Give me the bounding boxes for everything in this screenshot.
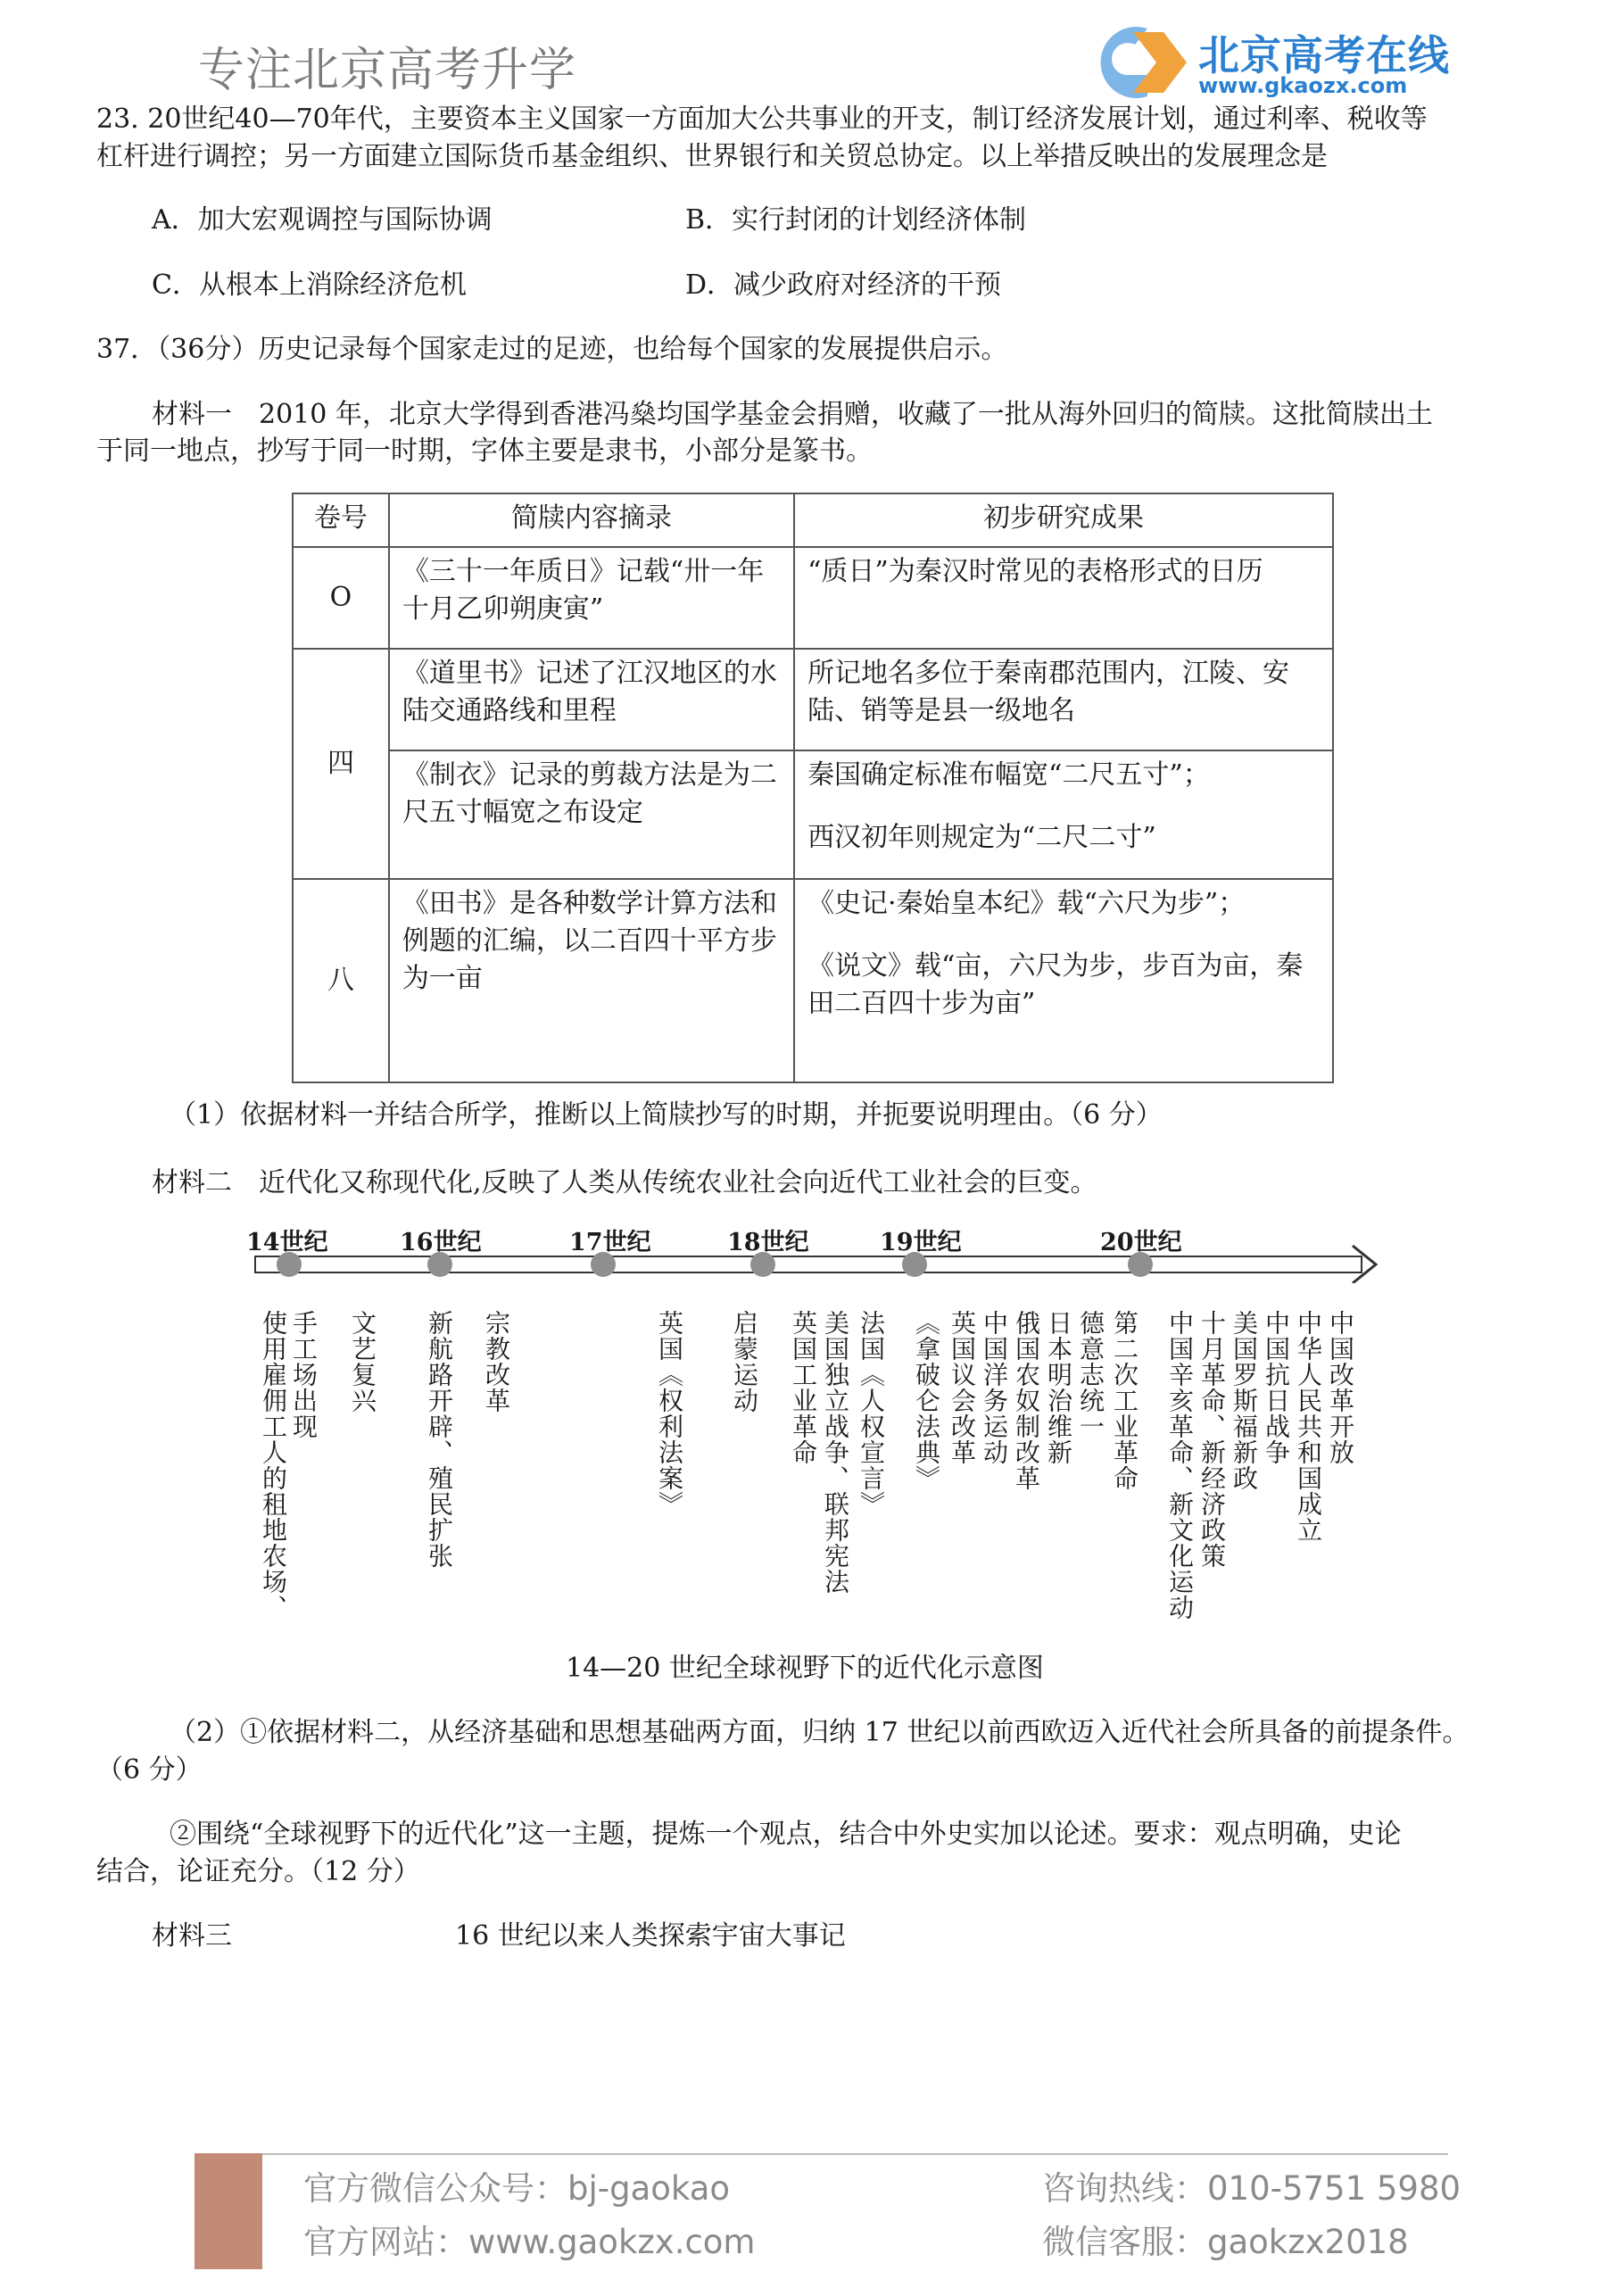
table-cell-content: 《三十一年质日》记载“卅一年十月乙卯朔庚寅”: [389, 547, 794, 649]
footer-divider: [195, 2153, 1448, 2155]
timeline-event: 十月革命、新经济政策: [1197, 1310, 1227, 1569]
table-cell-result-part: 秦国确定标准布幅宽“二尺五寸”；: [807, 759, 1210, 791]
table-row: [293, 879, 1333, 1082]
table-cell-result: [794, 750, 1333, 879]
sub-question-2-line1: （2）①依据材料二，从经济基础和思想基础两方面，归纳 17 世纪以前西欧迈入近代社会所具备的前提条件。: [170, 1717, 1470, 1748]
logo-name: 北京高考在线: [1198, 31, 1450, 79]
footer-wechat: 官方微信公众号：bj-gaokao: [303, 2169, 731, 2208]
timeline-event: 中国洋务运动: [980, 1310, 1009, 1465]
timeline-event: 中国抗日战争: [1262, 1310, 1291, 1465]
table-cell-result-part: 《说文》载“亩，六尺为步，步百为亩，秦田二百四十步为亩”: [807, 950, 1304, 1019]
table-cell-volume: 八: [293, 879, 389, 1082]
timeline-event: 《拿破仑法典》: [912, 1310, 941, 1491]
timeline-event: 英国《权利法案》: [655, 1310, 684, 1517]
table-cell-content: 《制衣》记录的剪裁方法是为二尺五寸幅宽之布设定: [389, 750, 794, 879]
table-cell-content: 《田书》是各种数学计算方法和例题的汇编，以二百四十平方步为一亩: [389, 879, 794, 1082]
table-header-volume: 卷号: [293, 493, 389, 547]
table-header-row: [293, 493, 1333, 547]
timeline-event: 新航路开辟、殖民扩张: [425, 1310, 454, 1569]
table-cell-result: 所记地名多位于秦南郡范围内，江陵、安陆、销等是县一级地名: [794, 649, 1333, 750]
q37-intro: 37．（36分）历史记录每个国家走过的足迹，也给每个国家的发展提供启示。: [96, 334, 1008, 365]
header-slogan: 专注北京高考升学: [198, 44, 577, 97]
timeline-caption: 14—20 世纪全球视野下的近代化示意图: [566, 1653, 1044, 1684]
timeline-event: 中国改革开放: [1326, 1310, 1355, 1465]
material3-label: 材料三: [152, 1920, 232, 1952]
timeline-event: 第二次工业革命: [1110, 1310, 1139, 1491]
footer-website: 官方网站：www.gaokzx.com: [303, 2223, 756, 2261]
timeline-event: 宗教改革: [482, 1310, 511, 1413]
sub-question-2-line2: （6 分）: [96, 1754, 203, 1786]
timeline-event: 英国议会改革: [948, 1310, 977, 1465]
table-row: [293, 649, 1333, 750]
sub-question-2b-line2: 结合，论证充分。（12 分）: [96, 1856, 420, 1887]
timeline-event: 日本明治维新: [1044, 1310, 1073, 1465]
timeline-event: 文艺复兴: [348, 1310, 377, 1413]
timeline-event: 启蒙运动: [730, 1310, 759, 1413]
timeline-event: 使用雇佣工人的租地农场、: [259, 1310, 288, 1620]
logo-url: www.gkaozx.com: [1198, 73, 1408, 98]
century-label: 14世纪: [246, 1229, 328, 1256]
table-row: [293, 750, 1333, 879]
century-label: 20世纪: [1100, 1229, 1182, 1256]
timeline-event: 法国《人权宣言》: [857, 1310, 886, 1517]
footer-color-block: [195, 2153, 262, 2269]
footer-hotline: 咨询热线：010-5751 5980: [1042, 2169, 1462, 2208]
q23-option-d: D．减少政府对经济的干预: [685, 269, 1002, 301]
table-row: [293, 547, 1333, 649]
table-cell-result: [794, 879, 1333, 1082]
timeline-event: 手工场出现: [289, 1310, 319, 1439]
material1-line1: 材料一 2010 年，北京大学得到香港冯燊均国学基金会捐赠，收藏了一批从海外回归的简牍。这批简牍出土: [152, 399, 1433, 430]
q23-option-b: B．实行封闭的计划经济体制: [685, 204, 1027, 236]
table-cell-content: 《道里书》记述了江汉地区的水陆交通路线和里程: [389, 649, 794, 750]
q23-option-c: C．从根本上消除经济危机: [152, 269, 467, 301]
timeline-event: 美国罗斯福新政: [1230, 1310, 1259, 1491]
material1-line2: 于同一地点，抄写于同一时期，字体主要是隶书，小部分是篆书。: [96, 435, 873, 467]
table-header-content: 简牍内容摘录: [389, 493, 794, 547]
material2-text: 材料二 近代化又称现代化,反映了人类从传统农业社会向近代工业社会的巨变。: [152, 1167, 1097, 1198]
bamboo-slip-table: [292, 493, 1334, 1083]
table-cell-result-part: 《史记·秦始皇本纪》载“六尺为步”；: [807, 888, 1246, 919]
table-header-result: 初步研究成果: [794, 493, 1333, 547]
century-label: 18世纪: [727, 1229, 809, 1256]
q23-option-a: A．加大宏观调控与国际协调: [152, 204, 493, 236]
century-label: 19世纪: [880, 1229, 962, 1256]
century-label: 17世纪: [569, 1229, 651, 1256]
table-cell-result-part: 西汉初年则规定为“二尺二寸”: [807, 822, 1156, 853]
timeline-event: 英国工业革命: [789, 1310, 818, 1465]
timeline-event: 德意志统一: [1076, 1310, 1105, 1439]
table-cell-volume: 四: [293, 649, 389, 879]
modernization-timeline: [241, 1212, 1392, 1676]
q23-stem-line1: 23. 20世纪40—70年代，主要资本主义国家一方面加大公共事业的开支，制订经济发展计划，通过利率、税收等: [96, 104, 1428, 135]
material3-title: 16 世纪以来人类探索宇宙大事记: [455, 1920, 846, 1952]
table-cell-result: “质日”为秦汉时常见的表格形式的日历: [794, 547, 1333, 649]
century-label: 16世纪: [400, 1229, 482, 1256]
timeline-event: 俄国农奴制改革: [1012, 1310, 1041, 1491]
sub-question-2b-line1: ②围绕“全球视野下的近代化”这一主题，提炼一个观点，结合中外史实加以论述。要求：观点明确，史论: [170, 1819, 1402, 1850]
table-cell-volume: O: [293, 547, 389, 649]
timeline-event: 中国辛亥革命、新文化运动: [1165, 1310, 1195, 1620]
q23-stem-line2: 杠杆进行调控；另一方面建立国际货币基金组织、世界银行和关贸总协定。以上举措反映出的发展理念是: [96, 141, 1328, 172]
timeline-event: 中华人民共和国成立: [1294, 1310, 1323, 1543]
sub-question-1: （1）依据材料一并结合所学，推断以上简牍抄写的时期，并扼要说明理由。（6 分）: [170, 1099, 1163, 1131]
footer-service: 微信客服：gaokzx2018: [1042, 2223, 1409, 2261]
timeline-event: 美国独立战争、联邦宪法: [821, 1310, 850, 1595]
